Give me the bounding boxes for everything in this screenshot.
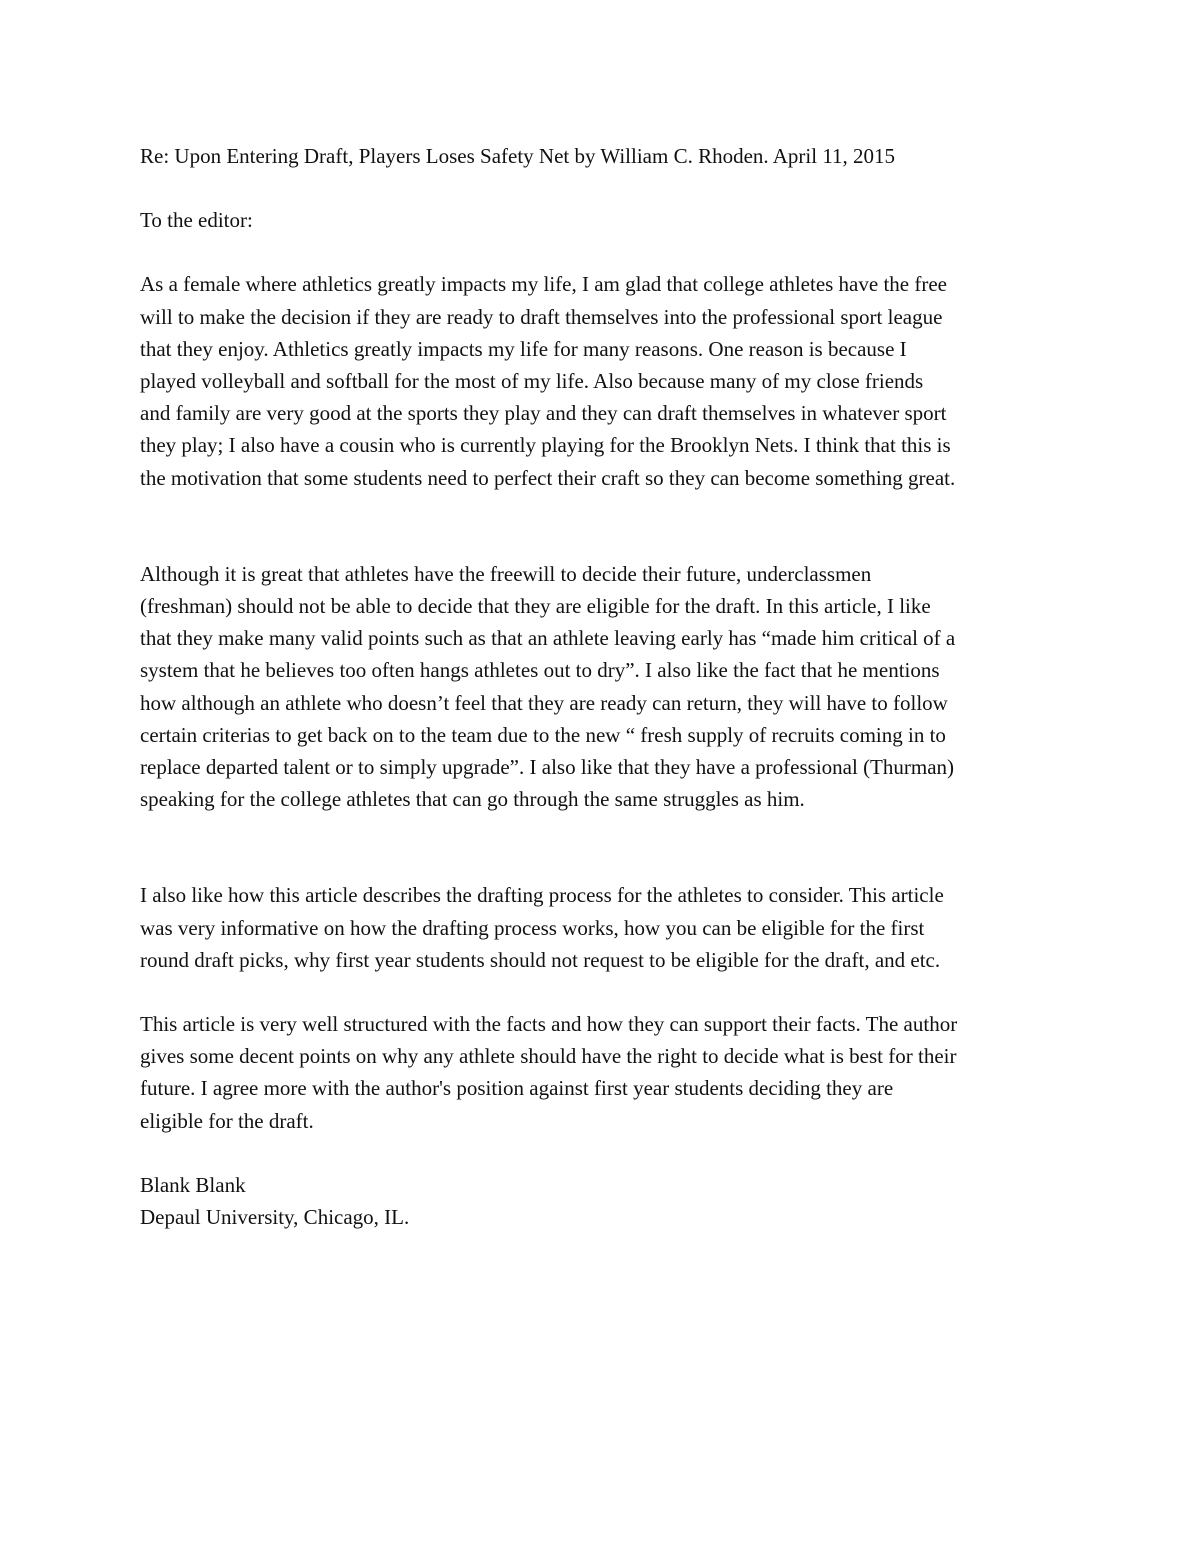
paragraph-line: the motivation that some students need to perfect their craft so they can become something great. xyxy=(140,465,956,490)
paragraph-1 xyxy=(140,268,1070,493)
signature-name: Blank Blank xyxy=(140,1172,246,1197)
paragraph-line: they play; I also have a cousin who is currently playing for the Brooklyn Nets. I think that this is xyxy=(140,433,951,458)
paragraph-line: round draft picks, why first year students should not request to be eligible for the draft, and etc. xyxy=(140,947,941,972)
paragraph-line: system that he believes too often hangs athletes out to dry”. I also like the fact that he mentions xyxy=(140,658,940,683)
signature-affiliation: Depaul University, Chicago, IL. xyxy=(140,1205,410,1230)
paragraph-line: (freshman) should not be able to decide that they are eligible for the draft. In this article, I like xyxy=(140,594,931,619)
paragraph-line: future. I agree more with the author's position against first year students deciding they are xyxy=(140,1076,894,1101)
re-line: Re: Upon Entering Draft, Players Loses Safety Net by William C. Rhoden. April 11, 2015 xyxy=(140,144,896,168)
paragraph-line: As a female where athletics greatly impacts my life, I am glad that college athletes have the free xyxy=(140,272,947,297)
letter-page xyxy=(140,140,1070,1233)
paragraph-line: how although an athlete who doesn’t feel that they are ready can return, they will have to follow xyxy=(140,690,948,715)
paragraph-line: will to make the decision if they are ready to draft themselves into the professional sport league xyxy=(140,304,943,329)
paragraph-4 xyxy=(140,1008,1070,1137)
paragraph-line: certain criterias to get back on to the team due to the new “ fresh supply of recruits coming in to xyxy=(140,722,946,747)
paragraph-line: Although it is great that athletes have the freewill to decide their future, underclassmen xyxy=(140,561,872,586)
paragraph-line: I also like how this article describes the drafting process for the athletes to consider. This article xyxy=(140,883,944,908)
paragraph-line: This article is very well structured with the facts and how they can support their facts. The author xyxy=(140,1012,958,1037)
paragraph-line: that they enjoy. Athletics greatly impacts my life for many reasons. One reason is because I xyxy=(140,336,907,361)
paragraph-line: was very informative on how the drafting process works, how you can be eligible for the first xyxy=(140,915,925,940)
paragraph-line: that they make many valid points such as that an athlete leaving early has “made him critical of a xyxy=(140,626,956,651)
salutation: To the editor: xyxy=(140,208,253,233)
paragraph-line: gives some decent points on why any athlete should have the right to decide what is best for their xyxy=(140,1044,957,1069)
paragraph-line: replace departed talent or to simply upgrade”. I also like that they have a professional (Thurman) xyxy=(140,755,955,780)
paragraph-line: eligible for the draft. xyxy=(140,1108,314,1133)
paragraph-line: played volleyball and softball for the most of my life. Also because many of my close friends xyxy=(140,369,924,394)
paragraph-2 xyxy=(140,558,1070,816)
signature-block xyxy=(140,1169,1070,1233)
paragraph-3 xyxy=(140,879,1070,976)
paragraph-line: and family are very good at the sports they play and they can draft themselves in whatever sport xyxy=(140,401,947,426)
paragraph-line: speaking for the college athletes that can go through the same struggles as him. xyxy=(140,787,805,812)
